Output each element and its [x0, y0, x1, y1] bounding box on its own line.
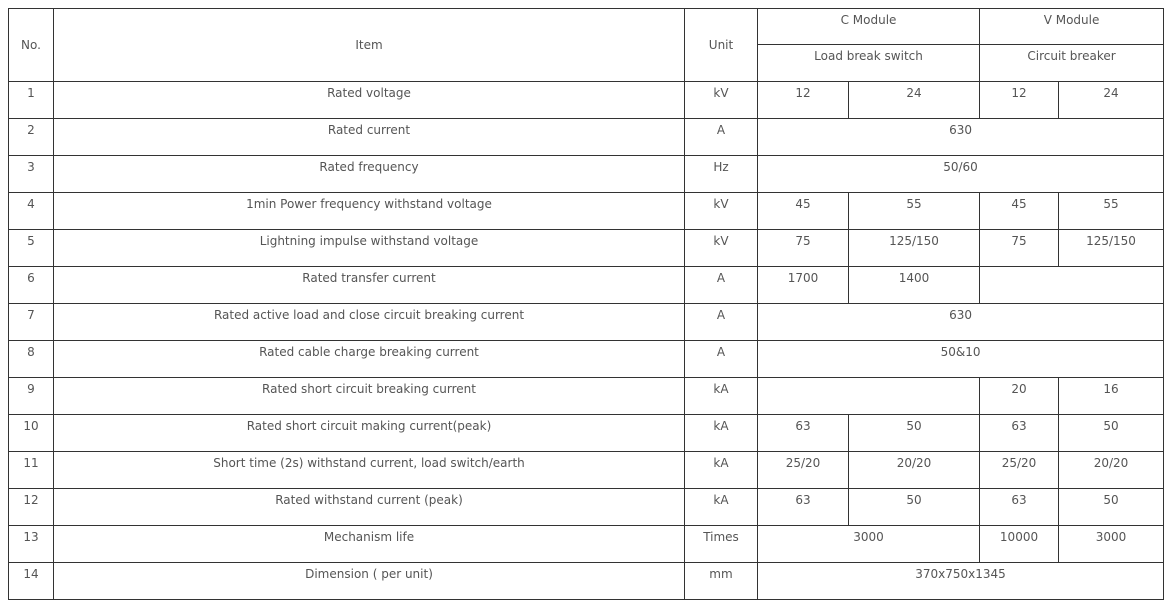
table-row — [9, 452, 1164, 489]
row-no: 11 — [9, 452, 54, 489]
row-unit: kA — [685, 415, 758, 452]
row-value: 370x750x1345 — [758, 563, 1164, 600]
table-row — [9, 119, 1164, 156]
row-item: Rated short circuit breaking current — [54, 378, 685, 415]
row-no: 3 — [9, 156, 54, 193]
row-value: 50 — [1059, 489, 1164, 526]
row-unit: kV — [685, 82, 758, 119]
row-value: 75 — [980, 230, 1059, 267]
row-no: 2 — [9, 119, 54, 156]
row-value: 50 — [1059, 415, 1164, 452]
table-row — [9, 230, 1164, 267]
row-value: 63 — [758, 415, 849, 452]
row-unit: Hz — [685, 156, 758, 193]
row-value: 20 — [980, 378, 1059, 415]
row-unit: kA — [685, 452, 758, 489]
row-no: 8 — [9, 341, 54, 378]
row-item: Rated frequency — [54, 156, 685, 193]
row-item: Rated active load and close circuit breaking current — [54, 304, 685, 341]
table-row — [9, 415, 1164, 452]
row-item: Rated short circuit making current(peak) — [54, 415, 685, 452]
row-unit: kA — [685, 378, 758, 415]
row-no: 4 — [9, 193, 54, 230]
row-item: Short time (2s) withstand current, load switch/earth — [54, 452, 685, 489]
row-unit: A — [685, 304, 758, 341]
row-value: 63 — [758, 489, 849, 526]
row-no: 5 — [9, 230, 54, 267]
row-value: 50 — [849, 415, 980, 452]
row-value: 16 — [1059, 378, 1164, 415]
table-row — [9, 378, 1164, 415]
table-row — [9, 489, 1164, 526]
row-item: Lightning impulse withstand voltage — [54, 230, 685, 267]
row-value: 20/20 — [1059, 452, 1164, 489]
row-value — [980, 267, 1164, 304]
header-no: No. — [9, 9, 54, 82]
header-item: Item — [54, 9, 685, 82]
row-unit: A — [685, 341, 758, 378]
row-unit: mm — [685, 563, 758, 600]
row-value: 25/20 — [980, 452, 1059, 489]
row-item: Dimension ( per unit) — [54, 563, 685, 600]
row-value: 10000 — [980, 526, 1059, 563]
row-value: 24 — [1059, 82, 1164, 119]
row-value: 55 — [849, 193, 980, 230]
header-c-module: C Module — [758, 9, 980, 45]
header-load-break-switch: Load break switch — [758, 45, 980, 82]
table-row — [9, 156, 1164, 193]
table-row — [9, 267, 1164, 304]
row-value: 630 — [758, 119, 1164, 156]
table-row — [9, 304, 1164, 341]
row-item: Rated withstand current (peak) — [54, 489, 685, 526]
row-value: 45 — [758, 193, 849, 230]
header-row — [9, 9, 1164, 45]
row-item: Mechanism life — [54, 526, 685, 563]
row-value: 24 — [849, 82, 980, 119]
row-item: Rated voltage — [54, 82, 685, 119]
row-value: 25/20 — [758, 452, 849, 489]
table-row — [9, 563, 1164, 600]
row-item: Rated cable charge breaking current — [54, 341, 685, 378]
row-no: 1 — [9, 82, 54, 119]
row-unit: Times — [685, 526, 758, 563]
row-item: Rated current — [54, 119, 685, 156]
row-no: 10 — [9, 415, 54, 452]
row-value: 3000 — [1059, 526, 1164, 563]
row-unit: kV — [685, 193, 758, 230]
row-no: 14 — [9, 563, 54, 600]
row-value: 3000 — [758, 526, 980, 563]
row-unit: A — [685, 267, 758, 304]
row-no: 6 — [9, 267, 54, 304]
table-row — [9, 526, 1164, 563]
header-circuit-breaker: Circuit breaker — [980, 45, 1164, 82]
row-item: 1min Power frequency withstand voltage — [54, 193, 685, 230]
row-value: 75 — [758, 230, 849, 267]
row-value: 63 — [980, 415, 1059, 452]
row-value: 12 — [980, 82, 1059, 119]
table-row — [9, 82, 1164, 119]
row-no: 9 — [9, 378, 54, 415]
header-v-module: V Module — [980, 9, 1164, 45]
row-value: 45 — [980, 193, 1059, 230]
row-value: 630 — [758, 304, 1164, 341]
header-unit: Unit — [685, 9, 758, 82]
row-value: 55 — [1059, 193, 1164, 230]
row-value: 125/150 — [849, 230, 980, 267]
row-no: 13 — [9, 526, 54, 563]
row-value: 1400 — [849, 267, 980, 304]
row-unit: A — [685, 119, 758, 156]
row-value: 12 — [758, 82, 849, 119]
table-row — [9, 193, 1164, 230]
row-unit: kA — [685, 489, 758, 526]
row-value: 63 — [980, 489, 1059, 526]
row-value — [758, 378, 980, 415]
row-value: 125/150 — [1059, 230, 1164, 267]
specifications-table — [8, 8, 1164, 600]
row-value: 1700 — [758, 267, 849, 304]
row-unit: kV — [685, 230, 758, 267]
row-no: 12 — [9, 489, 54, 526]
row-value: 20/20 — [849, 452, 980, 489]
row-value: 50&10 — [758, 341, 1164, 378]
table-row — [9, 341, 1164, 378]
row-no: 7 — [9, 304, 54, 341]
row-value: 50/60 — [758, 156, 1164, 193]
row-value: 50 — [849, 489, 980, 526]
row-item: Rated transfer current — [54, 267, 685, 304]
